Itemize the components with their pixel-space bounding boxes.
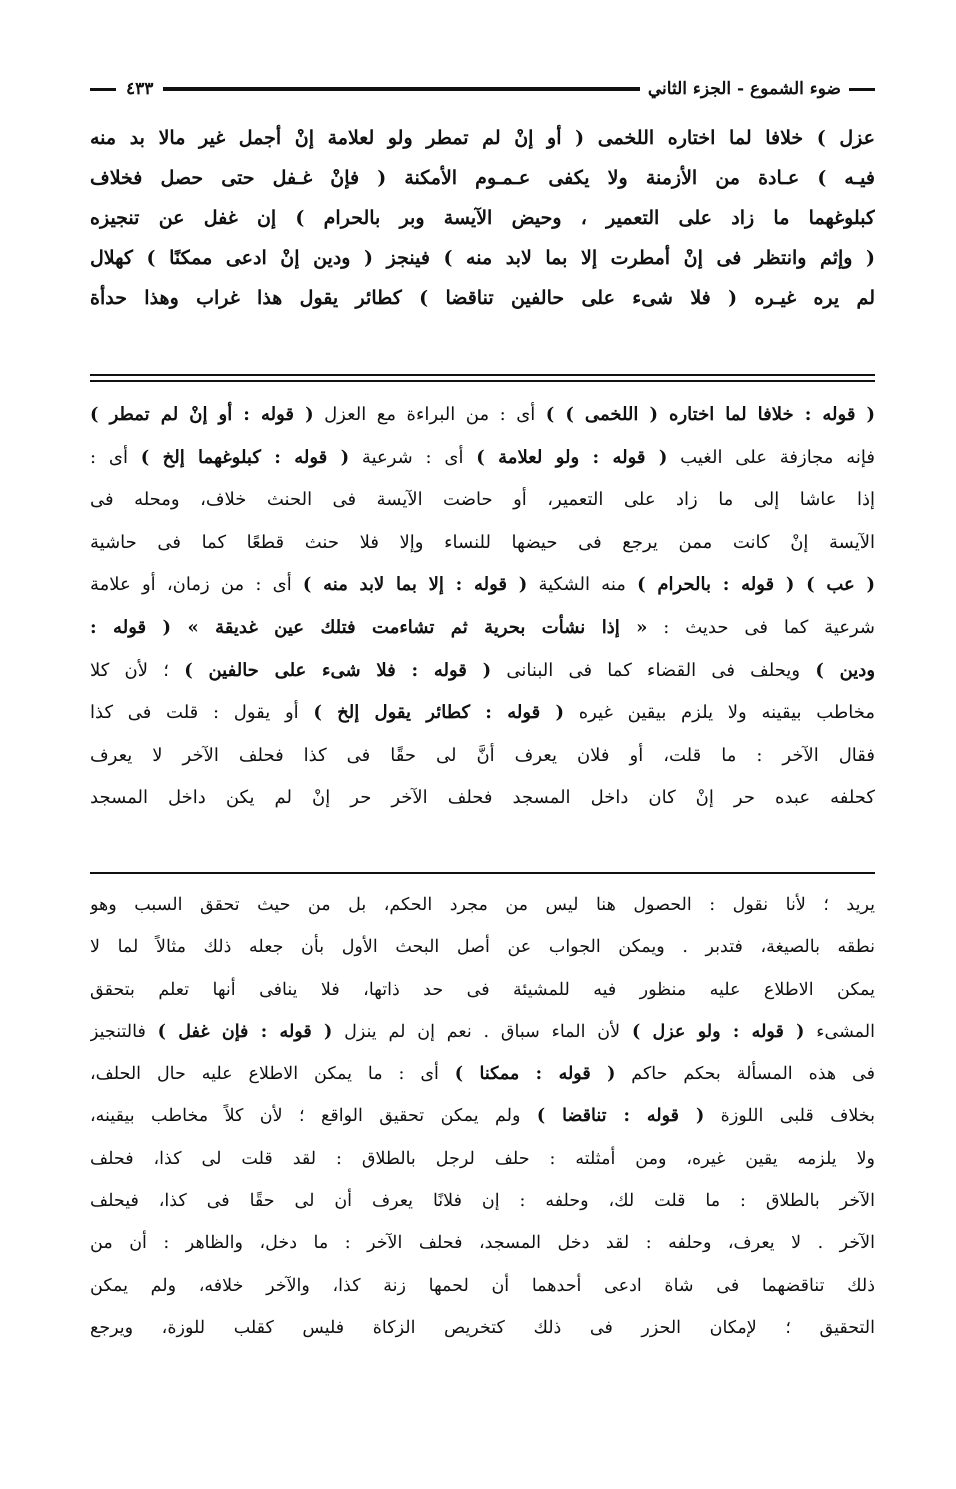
- quoted-phrase: « إذا نشأت بحرية ثم تشاءمت فتلك عين غديقة » ( قوله :: [90, 616, 648, 638]
- quoted-phrase: ( قوله : أو إنْ لم تمطر ): [90, 404, 314, 425]
- text-segment: ؛ لأن كلا: [90, 659, 185, 681]
- commentary-line: [90, 564, 875, 607]
- text-segment: الآيسة إنْ كانت ممن يرجع فى حيضها للنساء وإلا فلا حنث قطعًا كما فى حاشية: [90, 531, 875, 553]
- text-segment: شرعية كما فى حديث :: [647, 616, 875, 638]
- commentary-line: [90, 735, 875, 778]
- double-divider: [90, 374, 875, 382]
- footnote-line: [90, 969, 875, 1011]
- text-segment: أو يقول : قلت فى كذا: [90, 702, 314, 724]
- text-segment: أى : ما يمكن الاطلاع عليه حال الحلف،: [90, 1064, 455, 1085]
- text-segment: فالتنجيز: [90, 1021, 158, 1042]
- main-text-line: عزل ) خلافا لما اختاره اللخمى ( أو إنْ لم تمطر ولو لعلامة إنْ أجمل غير مالا بد منه: [90, 127, 875, 149]
- quoted-phrase: ( قوله : كطائر يقول إلخ ): [313, 702, 565, 724]
- commentary-line: [90, 777, 875, 820]
- text-segment: ولا يلزمه يقين غيره، ومن أمثلته : حلف لرجل بالطلاق : لقد قلت لى كذا، فحلف: [90, 1148, 875, 1169]
- main-text: [90, 118, 875, 318]
- footnote-line: [90, 926, 875, 968]
- quoted-phrase: ( قوله : ممكنا ): [454, 1064, 616, 1085]
- text-segment: فإنه مجازفة على الغيب: [667, 446, 875, 468]
- text-segment: ويحلف فى القضاء كما فى البنانى: [491, 659, 816, 681]
- text-segment: مخاطب بيقينه ولا يلزم بيقين غيره: [564, 702, 875, 724]
- text-segment: ولم يمكن تحقيق الواقع ؛ لأن كلاً مخاطب بيقينه،: [90, 1106, 537, 1127]
- commentary-line: [90, 394, 875, 437]
- text-segment: فقال الآخر : ما قلت، أو فلان يعرف أنَّ لى حقًا فى كذا فحلف الآخر لا يعرف: [90, 744, 875, 766]
- text-segment: أى : شرعية: [349, 446, 477, 468]
- text-segment: ذلك تناقضهما فى شاة ادعى أحدهما أن لحمها زنة كذا، والآخر خلافه، ولم يمكن: [90, 1275, 875, 1296]
- footnotes: [90, 884, 875, 1349]
- quoted-phrase: ( قوله : خلافا لما اختاره ( اللخمى ) ): [545, 404, 875, 425]
- commentary-line: [90, 650, 875, 693]
- commentary-line: [90, 692, 875, 735]
- quoted-phrase: ( قوله : فلا شىء على حالفين ): [184, 659, 492, 681]
- commentary: [90, 394, 875, 820]
- text-segment: التحقيق ؛ لإمكان الحزر فى ذلك كتخريص الزكاة فليس كقلب للوزة، ويرجع: [90, 1317, 875, 1338]
- footnote-divider: [90, 872, 875, 874]
- text-segment: منه الشكية: [527, 574, 638, 596]
- quoted-phrase: ( عب ) ( قوله : بالحرام ): [637, 574, 875, 596]
- page-number: ٤٣٣: [126, 79, 154, 99]
- commentary-line: [90, 607, 875, 650]
- footnote-line: [90, 1138, 875, 1180]
- text-segment: الآخر . لا يعرف، وحلفه : لقد دخل المسجد، فحلف الآخر : ما دخل، والظاهر : أن من: [90, 1233, 875, 1254]
- quoted-phrase: ( قوله : كبلوغهما إلخ ): [140, 446, 350, 468]
- quoted-phrase: ( قوله : ولو عزل ): [631, 1021, 805, 1042]
- running-title: ضوء الشموع - الجزء الثاني: [647, 79, 841, 99]
- text-segment: كحلفه عبده حر إنْ كان داخل المسجد فحلف الآخر حر إنْ لم يكن داخل المسجد: [90, 787, 875, 809]
- main-text-line: فيـه ) عـادة من الأزمنة ولا يكفى عـمـوم الأمكنة ( فإنْ غـفل حتى حصل فخلاف: [90, 167, 875, 189]
- quoted-phrase: ( قوله : إلا بما لابد منه ): [302, 574, 528, 596]
- commentary-line: [90, 437, 875, 480]
- quoted-phrase: ( قوله : ولو لعلامة ): [476, 446, 668, 468]
- commentary-line: [90, 479, 875, 522]
- text-segment: نطقه بالصيغة، فتدبر . ويمكن الجواب عن أصل البحث الأول بأن جعله ذلك مثالاً لما لا: [90, 937, 875, 958]
- text-segment: أى : من زمان، أو علامة: [90, 574, 303, 596]
- text-segment: يمكن الاطلاع عليه منظور فيه للمشيئة فى حد ذاتها، فلا ينافى أنها تعلم بتحقق: [90, 979, 875, 1000]
- main-text-line: ( وإثم وانتظر فى إنْ أمطرت إلا بما لابد منه ) فينجز ( ودين إنْ ادعى ممكنًا ) كهلال: [90, 247, 875, 269]
- commentary-line: [90, 522, 875, 565]
- quoted-phrase: ودين ): [815, 659, 875, 681]
- text-segment: الآخر بالطلاق : ما قلت لك، وحلفه : إن فلانًا يعرف أن لى حقًا فى كذا، فيحلف: [90, 1191, 875, 1212]
- header-dash-left: [90, 88, 116, 91]
- main-text-line: لم يره غيـره ( فلا شىء على حالفين تناقضا ) كطائر يقول هذا غراب وهذا حدأة: [90, 287, 875, 309]
- footnote-line: [90, 1095, 875, 1137]
- main-text-line: كبلوغهما ما زاد على التعمير ، وحيض الآيسة وبر بالحرام ) إن غفل عن تنجيزه: [90, 207, 875, 229]
- text-segment: فى هذه المسألة بحكم حاكم: [615, 1064, 875, 1085]
- header-rule: [163, 87, 639, 91]
- text-segment: أى : من البراءة مع العزل: [313, 404, 546, 425]
- quoted-phrase: ( قوله : فإن غفل ): [157, 1021, 333, 1042]
- footnote-line: [90, 1307, 875, 1349]
- text-segment: بخلاف قلبى اللوزة: [704, 1106, 875, 1127]
- footnote-line: [90, 1222, 875, 1264]
- running-header: [90, 72, 875, 106]
- quoted-phrase: ( قوله : تناقضا ): [536, 1106, 705, 1127]
- footnote-line: [90, 1265, 875, 1307]
- text-segment: المشىء: [804, 1021, 875, 1042]
- footnote-line: [90, 1180, 875, 1222]
- text-segment: أى :: [90, 446, 141, 468]
- footnote-line: [90, 1011, 875, 1053]
- text-segment: لأن الماء سباق . نعم إن لم ينزل: [332, 1021, 632, 1042]
- header-dash-right: [849, 88, 875, 91]
- footnote-line: [90, 884, 875, 926]
- footnote-line: [90, 1053, 875, 1095]
- text-segment: يريد ؛ لأنا نقول : الحصول هنا ليس من مجرد الحكم، بل من حيث تحقق السبب وهو: [90, 895, 875, 915]
- text-segment: إذا عاشا إلى ما زاد على التعمير، أو حاضت الآيسة فى الحنث خلاف، ومحله فى: [90, 489, 875, 511]
